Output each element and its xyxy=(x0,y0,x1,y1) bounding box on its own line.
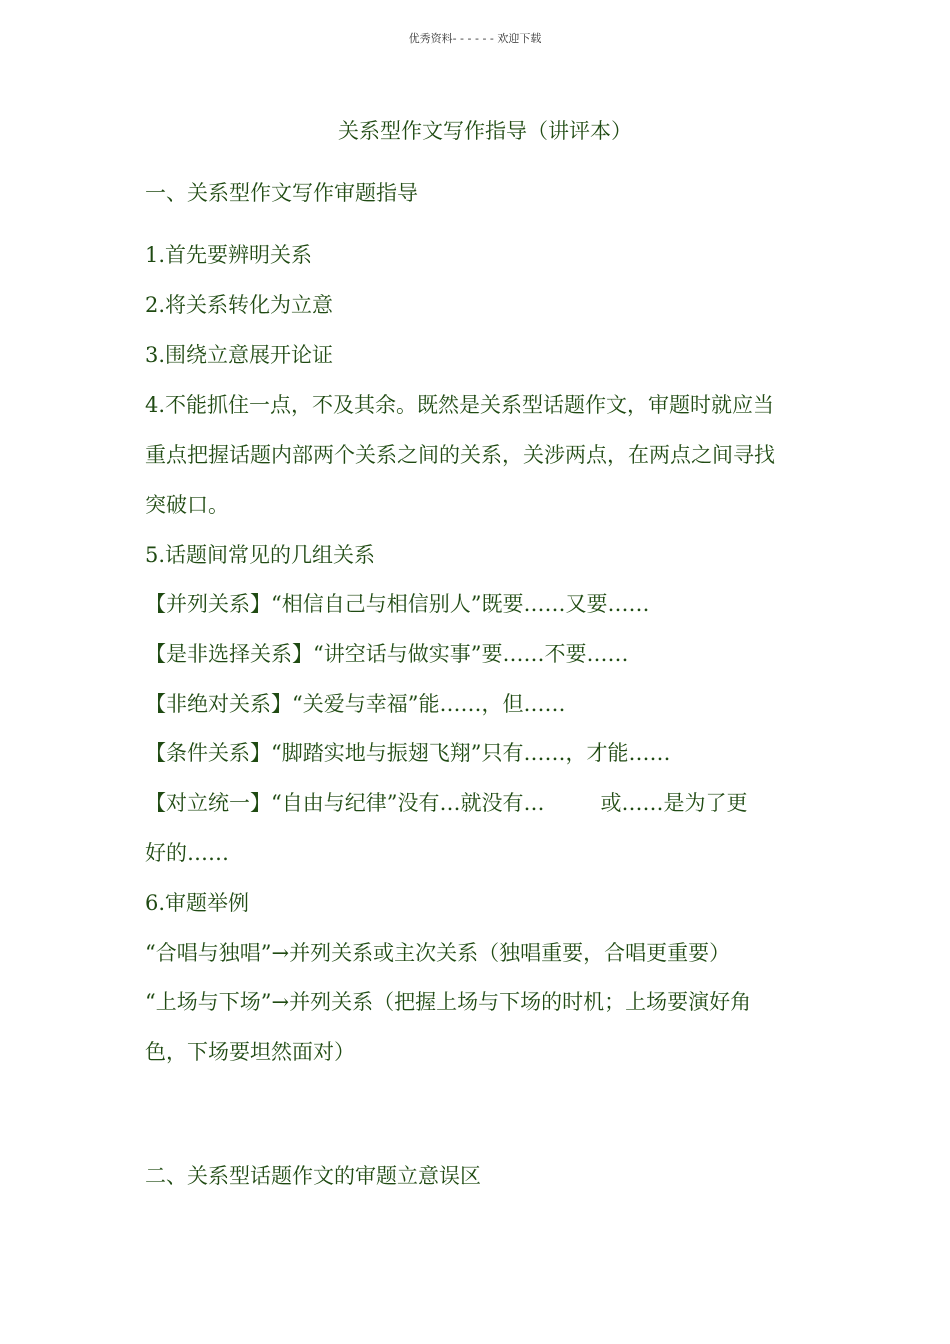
list-item-4-line-2: 重点把握话题内部两个关系之间的关系，关涉两点，在两点之间寻找 xyxy=(145,443,775,467)
relation-conditional: 【条件关系】“脚踏实地与振翅飞翔”只有……，才能…… xyxy=(145,741,671,765)
relation-unity-part-1: 【对立统一】“自由与纪律”没有…就没有… xyxy=(145,791,545,815)
list-item-2: 2.将关系转化为立意 xyxy=(145,293,334,317)
list-item-3: 3.围绕立意展开论证 xyxy=(145,343,334,367)
list-item-1: 1.首先要辨明关系 xyxy=(145,243,313,267)
relation-unity-part-2: 或……是为了更 xyxy=(600,791,748,815)
example-2-line-2: 色，下场要坦然面对） xyxy=(145,1040,355,1064)
list-item-4-line-1: 4.不能抓住一点，不及其余。既然是关系型话题作文，审题时就应当 xyxy=(145,393,775,417)
relation-choice: 【是非选择关系】“讲空话与做实事”要……不要…… xyxy=(145,642,629,666)
page-header: 优秀资料- - - - - - 欢迎下载 xyxy=(408,32,542,45)
relation-unity-line-1 xyxy=(145,788,747,818)
relation-non-absolute: 【非绝对关系】“关爱与幸福”能……，但…… xyxy=(145,692,566,716)
relation-unity-line-2: 好的…… xyxy=(145,841,229,865)
example-1: “合唱与独唱”→并列关系或主次关系（独唱重要，合唱更重要） xyxy=(145,941,731,965)
list-item-6: 6.审题举例 xyxy=(145,891,250,915)
section-heading-1: 一、关系型作文写作审题指导 xyxy=(145,181,418,205)
relation-parallel: 【并列关系】“相信自己与相信别人”既要……又要…… xyxy=(145,592,650,616)
document-title: 关系型作文写作指导（讲评本） xyxy=(338,119,632,143)
list-item-5: 5.话题间常见的几组关系 xyxy=(145,543,376,567)
list-item-4-line-3: 突破口。 xyxy=(145,493,229,517)
example-2-line-1: “上场与下场”→并列关系（把握上场与下场的时机；上场要演好角 xyxy=(145,990,752,1014)
section-heading-2: 二、关系型话题作文的审题立意误区 xyxy=(145,1164,481,1188)
